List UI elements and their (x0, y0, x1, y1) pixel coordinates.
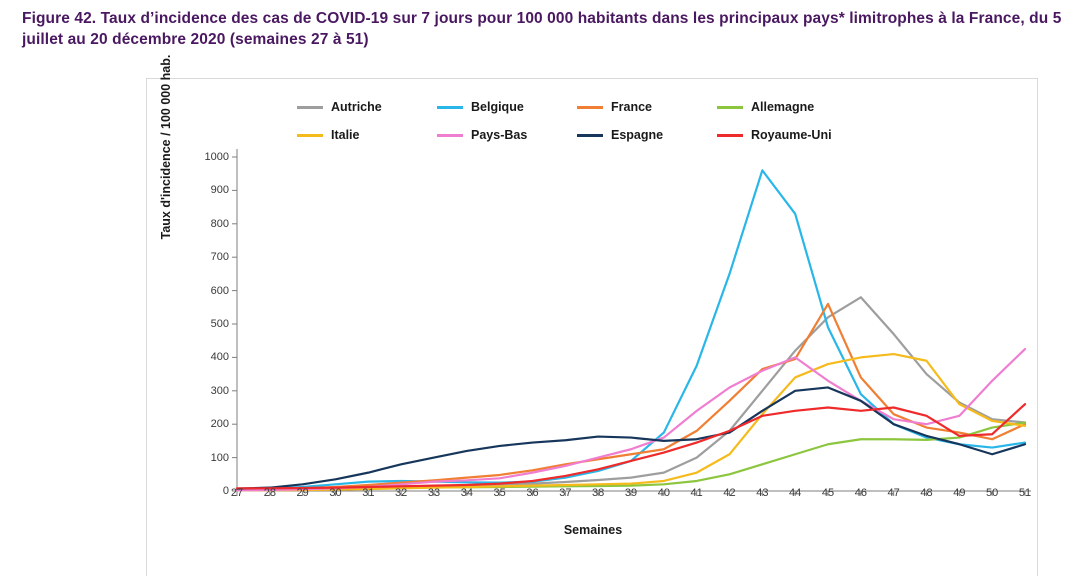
x-tick-label: 29 (296, 487, 309, 499)
legend-label: Autriche (331, 100, 382, 114)
x-tick-label: 44 (789, 487, 802, 499)
x-tick-label: 46 (854, 487, 867, 499)
chart-panel (146, 54, 1038, 576)
x-tick-label: 32 (395, 487, 408, 499)
series-line-allemagne (237, 423, 1025, 490)
y-tick-label: 0 (222, 485, 229, 497)
y-tick-label: 500 (210, 318, 229, 330)
x-tick-label: 33 (427, 487, 441, 499)
x-axis-label: Semaines (563, 523, 623, 537)
x-axis-ticks (147, 487, 1039, 507)
x-tick-label: 45 (821, 487, 835, 499)
legend-label: Belgique (471, 100, 524, 114)
x-tick-label: 35 (493, 487, 506, 499)
y-tick-label: 700 (210, 251, 229, 264)
y-tick-label: 1000 (204, 151, 229, 163)
x-tick-label: 50 (986, 487, 999, 499)
y-tick-label: 900 (210, 184, 229, 197)
x-tick-label: 30 (329, 487, 342, 499)
x-tick-label: 47 (887, 487, 900, 499)
x-tick-label: 43 (756, 487, 769, 499)
legend-label: Allemagne (751, 100, 815, 114)
x-tick-label: 39 (624, 487, 638, 499)
y-tick-label: 100 (210, 451, 229, 464)
y-tick-label: 800 (210, 217, 229, 230)
y-tick-label: 400 (210, 351, 229, 364)
x-tick-label: 31 (362, 487, 375, 499)
x-tick-label: 41 (690, 487, 703, 499)
x-tick-label: 28 (263, 487, 276, 499)
legend-label: Pays-Bas (471, 128, 528, 142)
x-tick-label: 49 (953, 487, 966, 499)
series-line-espagne (237, 387, 1025, 488)
x-tick-label: 36 (526, 487, 539, 499)
legend-label: Italie (331, 128, 360, 142)
legend-label: Royaume-Uni (751, 128, 832, 142)
x-tick-label: 37 (559, 487, 572, 499)
x-tick-label: 27 (230, 487, 244, 499)
series-line-belgique (237, 170, 1025, 489)
x-tick-label: 40 (657, 487, 670, 499)
figure-title: Figure 42. Taux d’incidence des cas de COVID-19 sur 7 jours pour 100 000 habitants dans les principaux pays* limitrophes à la France, du 5 juillet au 20 décembre 2020 (semaines 27 à 51) (22, 10, 1062, 48)
y-axis-label: Taux d'incidence / 100 000 hab. (159, 54, 173, 240)
legend-label: Espagne (611, 128, 664, 142)
x-tick-label: 38 (592, 487, 605, 499)
x-tick-label: 48 (920, 487, 933, 499)
y-tick-label: 300 (210, 384, 229, 397)
legend-label: France (611, 100, 652, 114)
x-tick-label: 34 (460, 487, 473, 499)
plot-area (147, 54, 1039, 577)
y-tick-label: 600 (210, 284, 229, 297)
x-tick-label: 51 (1018, 487, 1032, 499)
y-tick-label: 200 (210, 418, 229, 431)
x-tick-label: 42 (723, 487, 736, 499)
